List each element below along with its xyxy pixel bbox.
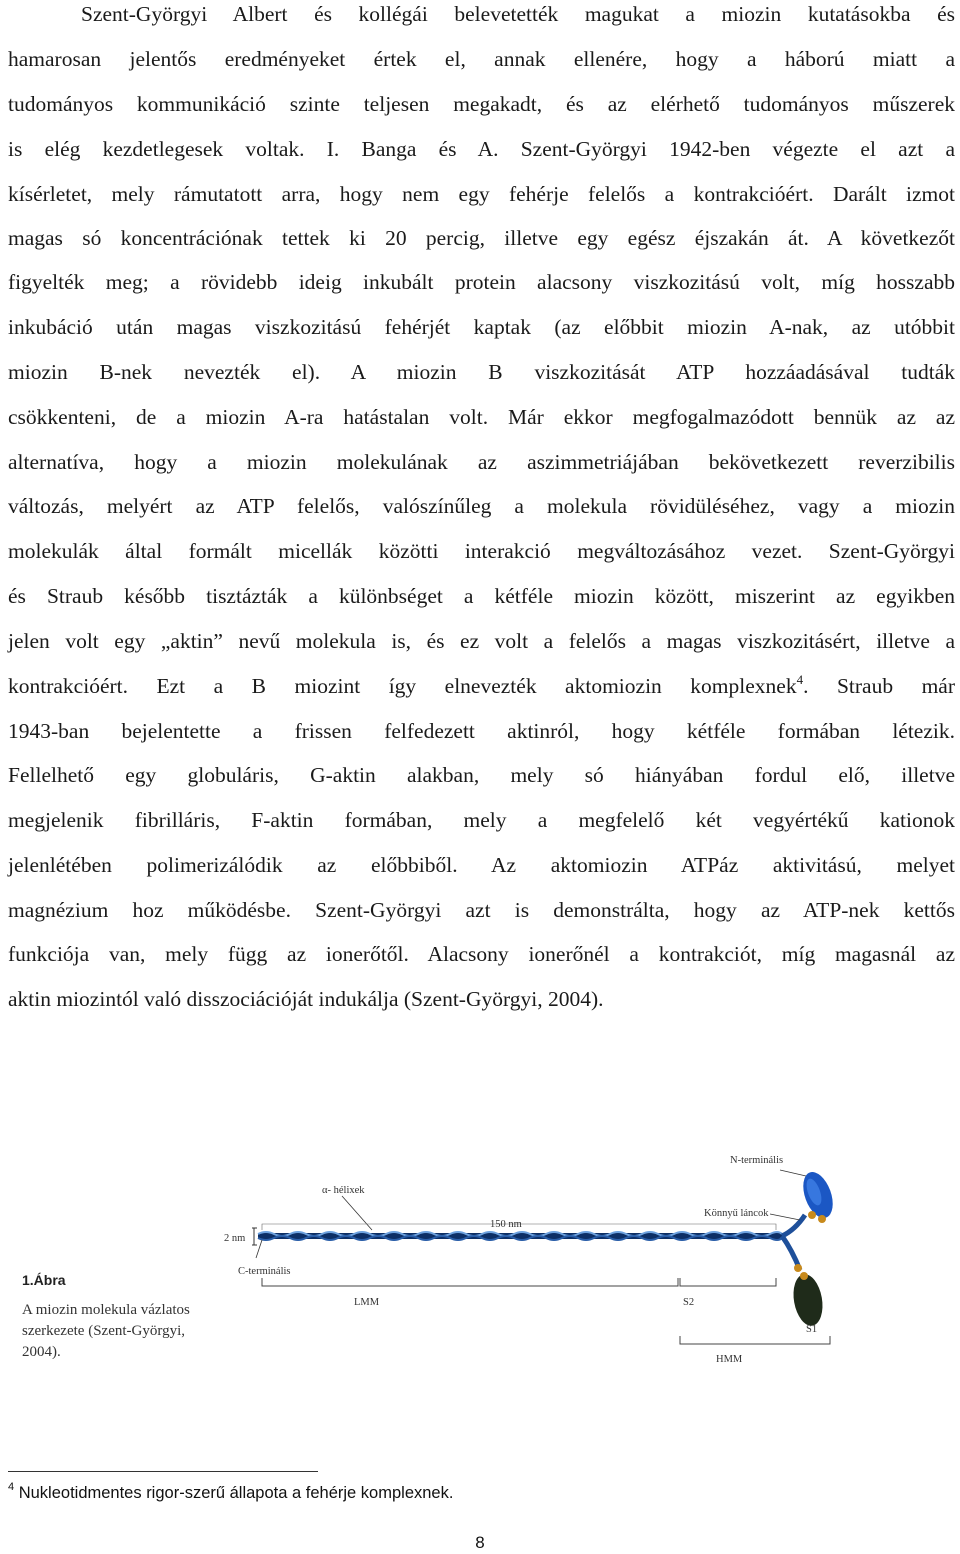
text-line: megjelenik fibrilláris, F-aktin formában, mely a megfelelő két vegyértékű kationok <box>8 808 955 832</box>
width-marker <box>252 1228 257 1245</box>
footnote-number: 4 <box>8 1481 15 1493</box>
text-line: inkubáció után magas viszkozitású fehérjét kaptak (az előbbit miozin A-nak, az utóbbit <box>8 315 955 339</box>
myosin-head-lower <box>790 1264 827 1328</box>
text-line: molekulák által formált micellák közötti interakció megváltozásához vezet. Szent-Györgyi <box>8 539 955 563</box>
figure-caption-text: A miozin molekula vázlatos szerkezete (Szent-Györgyi, 2004). <box>22 1302 190 1360</box>
text-line: alternatíva, hogy a miozin molekulának az aszimmetriájában bekövetkezett reverzibilis <box>8 450 955 474</box>
s1-label: S1 <box>806 1324 818 1335</box>
text-line: tudományos kommunikáció szinte teljesen megakadt, és az elérhető tudományos műszerek <box>8 92 955 116</box>
text-line: Fellelhető egy globuláris, G-aktin alakban, mely só hiányában fordul elő, illetve <box>8 763 955 787</box>
text-line: jelen volt egy „aktin” nevű molekula is, és ez volt a felelős a magas viszkozitásért, illetve a <box>8 629 955 653</box>
lmm-label: LMM <box>354 1297 380 1308</box>
text-line: miozin B-nek nevezték el). A miozin B viszkozitását ATP hozzáadásával tudták <box>8 360 955 384</box>
text-line: magnézium hoz működésbe. Szent-Györgyi azt is demonstrálta, hogy az ATP-nek kettős <box>8 898 955 922</box>
text-line: hamarosan jelentős eredményeket értek el, annak ellenére, hogy a háború miatt a <box>8 47 955 71</box>
text-line: csökkenteni, de a miozin A-ra hatástalan volt. Már ekkor megfogalmazódott bennük az az <box>8 405 955 429</box>
footnote <box>8 1481 454 1503</box>
text-line: is elég kezdetlegesek voltak. I. Banga és A. Szent-Györgyi 1942-ben végezte el azt a <box>8 137 955 161</box>
text-line: funkciója van, mely függ az ionerőtől. Alacsony ionerőnél a kontrakciót, míg magasnál az <box>8 942 955 966</box>
footnote-text: Nukleotidmentes rigor-szerű állapota a fehérje komplexnek. <box>14 1484 454 1502</box>
text-line: figyelték meg; a rövidebb ideig inkubált protein alacsony viszkozitású volt, míg hosszabb <box>8 270 955 294</box>
width-label: 2 nm <box>224 1233 246 1244</box>
text-line: aktin miozintól való disszociációját indukálja (Szent-Györgyi, 2004). <box>8 987 604 1011</box>
c-terminal-label: C-terminális <box>238 1266 291 1277</box>
text-line: kísérletet, mely rámutatott arra, hogy nem egy fehérje felelős a kontrakcióért. Darált izmot <box>8 182 955 206</box>
s2-label: S2 <box>683 1297 695 1308</box>
text-line: változás, melyért az ATP felelős, valószínűleg a molekula rövidüléséhez, vagy a miozin <box>8 494 955 518</box>
length-label: 150 nm <box>490 1219 522 1230</box>
hmm-label: HMM <box>716 1354 743 1365</box>
footnote-divider <box>8 1471 318 1472</box>
text-segment: . Straub már <box>803 674 956 698</box>
n-terminal-label: N-terminális <box>730 1155 784 1166</box>
light-chains-label: Könnyű láncok <box>704 1208 769 1219</box>
figure-caption-title: 1.Ábra <box>22 1272 66 1288</box>
text-line: és Straub később tisztázták a különbséget a kétféle miozin között, miszerint az egyikben <box>8 584 955 608</box>
text-line: Szent-Györgyi Albert és kollégái belevetették magukat a miozin kutatásokba és <box>81 2 955 26</box>
alpha-helices-label: α- hélixek <box>322 1185 365 1196</box>
text-line-with-footnote <box>8 672 955 700</box>
footnote-reference: 4 <box>796 672 804 687</box>
text-line: magas só koncentrációnak tettek ki 20 percig, illetve egy egész éjszakán át. A következőt <box>8 226 955 250</box>
text-segment: kontrakcióért. Ezt a B miozint így elnevezték aktomiozin komplexnek <box>8 674 797 698</box>
text-line: jelenlétében polimerizálódik az előbbiből. Az aktomiozin ATPáz aktivitású, melyet <box>8 853 955 877</box>
page-number: 8 <box>475 1533 485 1552</box>
text-line: 1943-ban bejelentette a frissen felfedezett aktinról, hogy kétféle formában létezik. <box>8 719 955 743</box>
myosin-rod <box>258 1215 805 1270</box>
